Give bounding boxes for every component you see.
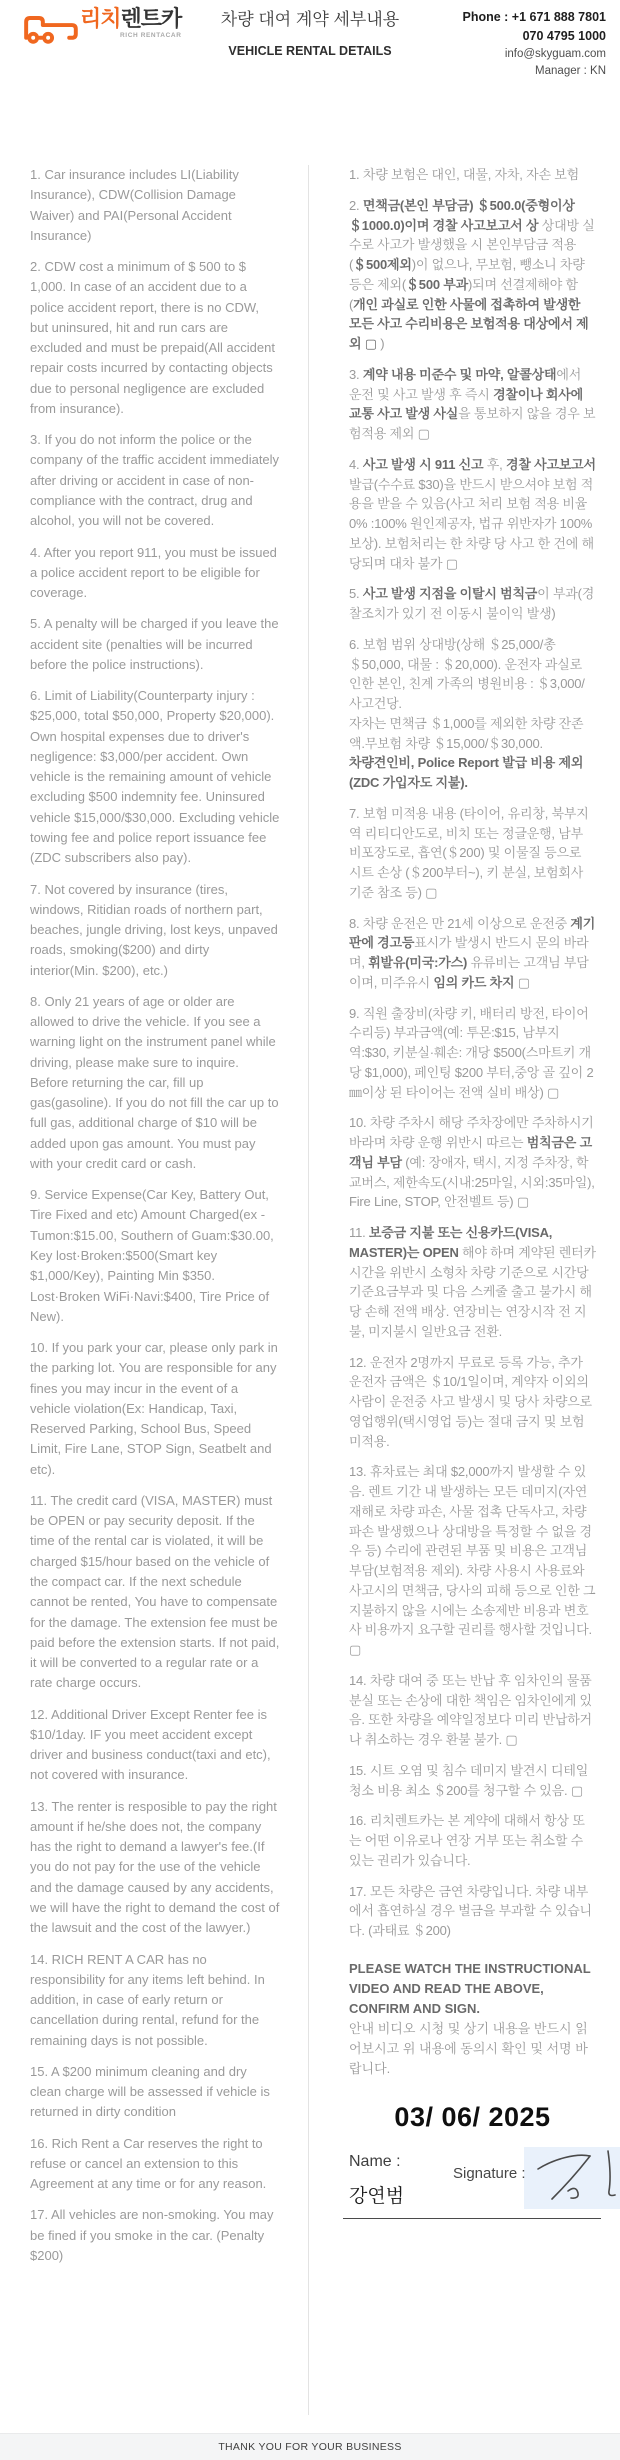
term-kr-8: 8. 차량 운전은 만 21세 이상으로 운전중 계기판에 경고등표시가 발생시 반드시 문의 바라며, 휘발유(미국:가스) 유류비는 고객님 부담이며, 미주유시 임의 카드 차지 ▢ [349,915,596,990]
contact-phone-secondary: 070 4795 1000 [522,28,606,43]
term-en-4: 4. After you report 911, you must be issued a police accident report to be eligible for coverage. [30,544,277,601]
term-en-2: 2. CDW cost a minimum of $ 500 to $ 1,000. In case of an accident due to a police accident report, there is no CDW, but uninsured, hit and run cars are excluded and must be prepaid(All accident repair costs incurred by contacting objects due to personal negligence are excluded from insurance). [30,259,275,416]
term-kr-1: 1. 차량 보험은 대인, 대물, 자차, 자손 보험 [349,167,579,182]
title-block [180,8,440,58]
page-title-kr: 차량 대여 계약 세부내용 [220,10,400,29]
term-en-9: 9. Service Expense(Car Key, Battery Out, Tire Fixed and etc) Amount Charged(ex -Tumon:$15.00, Southern of Guam:$30.00, Key lost·Broken:$500(Smart key $1,000/Key), Painting Min $350. Lost·Broken WiFi·Navi:$400, Tire Price of New). [30,1187,274,1324]
name-label: Name : [349,2152,401,2170]
term-kr-13: 13. 휴차료는 최대 $2,000까지 발생할 수 있음. 렌트 기간 내 발생하는 모든 데미지(자연재해로 차량 파손, 사물 접촉 단독사고, 차량 파손 발생했으나 상대방을 특정할 수 없을 경우 등) 수리에 관련된 부품 및 비용은 고객님 부담(보험적용 제외). 차량 사용시 사용료와 사고시의 면책금, 당사의 피해 등으로 인한 그 지불하지 않을 시에는 소송제반 비용과 변호사 비용까지 요구할 권리를 행사할 것입니다. ▢ [349,1464,596,1657]
brand-name-kr-secondary: 렌트카 [120,6,182,31]
terms-section [0,150,620,2415]
term-kr-14: 14. 차량 대여 중 또는 반납 후 임차인의 물품 분실 또는 손상에 대한 책임은 임차인에게 있음. 또한 차량을 예약일정보다 미리 반납하거나 취소하는 경우 환불 불가. ▢ [349,1672,592,1747]
agreement-date: 03/ 06/ 2025 [394,2101,551,2132]
term-en-11: 11. The credit card (VISA, MASTER) must be OPEN or pay security deposit. If the time of the rental car is violated, it will be charged $15/hour based on the vehicle of the compact car. If the next schedule cannot be rented, You have to compensate for the damage. The extension fee must be paid before the extension starts. If not paid, it will be converted to a regular rate or a rate charge occurs. [30,1492,280,1691]
term-kr-3: 3. 계약 내용 미준수 및 마약, 알콜상태에서 운전 및 사고 발생 후 즉시 경찰이나 회사에 교통 사고 발생 사실을 통보하지 않을 경우 보험적용 제외 ▢ [349,366,596,441]
signature-row [349,2153,596,2219]
term-kr-5: 5. 사고 발생 지점을 이탈시 범칙금이 부과(경찰조치가 있기 전 이동시 불이익 발생) [349,586,595,621]
term-en-6: 6. Limit of Liability(Counterparty injury : $25,000, total $50,000, Property $20,000). Own hospital expenses due to driver's negligence: $3,000/per accident. Own vehicle is the remaining amount of vehicle excluding $500 indemnity fee. Uninsured vehicle $15,000/$30,000. Excluding vehicle towing fee and police report issuance fee (ZDC subscribers also pay). [30,688,280,866]
term-en-3: 3. If you do not inform the police or the company of the traffic accident immediately after driving or accident in case of non-compliance with the contract, drug and alcohol, you will not be covered. [30,432,280,529]
term-kr-2: 2. 면책금(본인 부담금) ＄500.0(중형이상 ＄1000.0)이며 경찰 사고보고서 상 상대방 실수로 사고가 발생했을 시 본인부담금 적용(＄500제외)이 없으나, 무보험, 뺑소니 차량 등은 제외(＄500 부과)되며 선결제해야 함 (개인 과실로 인한 사물에 접촉하여 발생한 모든 사고 수리비용은 보험적용 대상에서 제외 ▢ ) [349,197,595,351]
page-title-en: VEHICLE RENTAL DETAILS [228,43,392,58]
signature-label: Signature : [453,2164,526,2182]
term-en-12: 12. Additional Driver Except Renter fee is $10/1day. IF you meet accident except driver and business conduct(taxi and etc), not covered with insurance. [30,1706,271,1783]
term-en-5: 5. A penalty will be charged if you leave the accident site (penalties will be incurred before the police instructions). [30,616,279,672]
term-kr-17: 17. 모든 차량은 금연 차량입니다. 차량 내부에서 흡연하실 경우 벌금을 부과할 수 있습니다. (과태료 ＄200) [349,1883,592,1938]
term-en-14: 14. RICH RENT A CAR has no responsibility for any items left behind. In addition, in case of early return or cancellation during rental, refund for the remaining days is not possible. [30,1951,265,2048]
header-logo [20,6,181,52]
terms-kr-paragraphs [349,165,596,1941]
contact-phone-primary: Phone : +1 671 888 7801 [462,10,606,24]
terms-column-kr [308,165,596,2415]
term-kr-6: 6. 보험 범위 상대방(상해 ＄25,000/총 ＄50,000, 대물 : ＄20,000). 운전자 과실로 인한 본인, 친계 가족의 병원비용 : ＄3,000/사고건당. 자차는 면책금 ＄1,000를 제외한 차량 잔존액.무보험 차량 ＄15,000/＄30,000. 차량견인비, Police Report 발급 비용 제외 (ZDC 가입자도 지불). [349,636,585,790]
terms-column-en [30,165,308,2415]
brand-name-kr-primary: 리치 [80,6,121,31]
signature-mark-icon [524,2196,620,2213]
term-kr-4: 4. 사고 발생 시 911 신고 후, 경찰 사고보고서 발급(수수료 $30)을 반드시 받으셔야 보험 적용을 받을 수 있음(사고 처리 보험 적용 비율 0% :100% 원인제공자, 법규 위반자가 100% 보상). 보험처리는 한 차량 당 사고 한 건에 해당되며 대차 불가 ▢ [349,456,596,571]
signature-box[interactable] [524,2147,620,2209]
term-kr-7: 7. 보험 미적용 내용 (타이어, 유리창, 북부지역 리티디안도로, 비치 또는 정글운행, 남부 비포장도로, 흡연(＄200) 및 이물질 등으로 시트 손상 (＄200부터~), 키 분실, 보험회사 기준 참조 등) ▢ [349,805,589,900]
term-kr-11: 11. 보증금 지불 또는 신용카드(VISA, MASTER)는 OPEN 해야 하며 계약된 렌터카 시간을 위반시 소형차 차량 기준으로 시간당 기준요금부과 및 다음 스케줄 출고 불가시 해당 손해 전액 배상. 연장비는 연장시작 전 지불, 미지불시 일반요금 전환. [349,1225,596,1339]
term-kr-16: 16. 리치렌트카는 본 계약에 대해서 항상 또는 어떤 이유로나 연장 거부 또는 취소할 수 있는 권리가 있습니다. [349,1813,585,1868]
term-en-7: 7. Not covered by insurance (tires, windows, Ritidian roads of northern part, beaches, jungle driving, lost keys, unpaved roads, smoking($200) and dirty interior(Min. $200), etc.) [30,881,278,978]
brand-text [80,8,181,40]
confirm-notice: PLEASE WATCH THE INSTRUCTIONAL VIDEO AND READ THE ABOVE, CONFIRM AND SIGN. 안내 비디오 시청 및 상기 내용을 반드시 읽어보시고 위 내용에 동의시 확인 및 서명 바랍니다. [349,1960,591,2077]
term-en-8: 8. Only 21 years of age or older are allowed to drive the vehicle. If you see a warning light on the instrument panel while driving, please make sure to inquire. Before returning the car, fill up gas(gasoline). If you do not fill the car up to full gas, additional charge of $10 will be added upon gas amount. You must pay with your credit card or cash. [30,993,279,1171]
contact-email: info@skyguam.com [504,47,606,60]
contact-block [463,8,607,80]
term-en-17: 17. All vehicles are non-smoking. You may be fined if you smoke in the car. (Penalty $200) [30,2207,274,2263]
brand-subtitle: RICH RENTACAR [120,32,182,39]
truck-icon [20,6,78,52]
footer-thanks: THANK YOU FOR YOUR BUSINESS [218,2441,402,2453]
term-en-15: 15. A $200 minimum cleaning and dry clean charge will be assessed if vehicle is returned in dirty condition [30,2063,270,2120]
name-value: 강연범 [349,2185,405,2207]
term-kr-12: 12. 운전자 2명까지 무료로 등록 가능, 추가 운전자 금액은 ＄10/1일이며, 계약자 이외의 사람이 운전중 사고 발생시 및 당사 차량으로 영업행위(택시영업 등)는 절대 금지 및 보험 미적용. [349,1354,592,1449]
term-en-1: 1. Car insurance includes LI(Liability Insurance), CDW(Collision Damage Waiver) and PAI(Personal Accident Insurance) [30,167,239,243]
contact-manager: Manager : KN [535,64,606,77]
term-kr-9: 9. 직원 출장비(차량 키, 배터리 방전, 타이어 수리등) 부과금액(예: 투몬:$15, 남부지역:$30, 키분실·훼손: 개당 $500(스마트키 개당 $1,000), 페인팅 $200 부터,중앙 골 깊이 2㎜이상 된 타이어는 전액 실비 배상) ▢ [349,1005,594,1100]
term-kr-15: 15. 시트 오염 및 침수 데미지 발견시 디테일 청소 비용 최소 ＄200를 청구할 수 있음. ▢ [349,1762,589,1798]
term-en-16: 16. Rich Rent a Car reserves the right to refuse or cancel an extension to this Agreement at any time or for any reason. [30,2135,267,2192]
footer [0,2433,620,2460]
term-en-10: 10. If you park your car, please only park in the parking lot. You are responsible for any fines you may incur in the event of a vehicle violation(Ex: Handicap, Taxi, Reserved Parking, School Bus, Speed Limit, Fire Lane, STOP Sign, Seatbelt and etc). [30,1340,278,1477]
header [0,0,620,150]
signature-underline [343,2218,601,2219]
term-en-13: 13. The renter is resposible to pay the right amount if he/she does not, the company has the right to demand a lawyer's fee.(If you do not pay for the use of the vehicle and the damage caused by any accidents, we will have the right to demand the cost of the lawsuit and the cost of the lawyer.) [30,1798,280,1936]
term-kr-10: 10. 차량 주차시 해당 주차장에만 주차하시기 바라며 차량 운행 위반시 따르는 범칙금은 고객님 부담 (예: 장애자, 택시, 지정 주차장, 학교버스, 제한속도(시내:25마일, 시외:35마일), Fire Line, STOP, 안전벨트 등) ▢ [349,1115,595,1210]
